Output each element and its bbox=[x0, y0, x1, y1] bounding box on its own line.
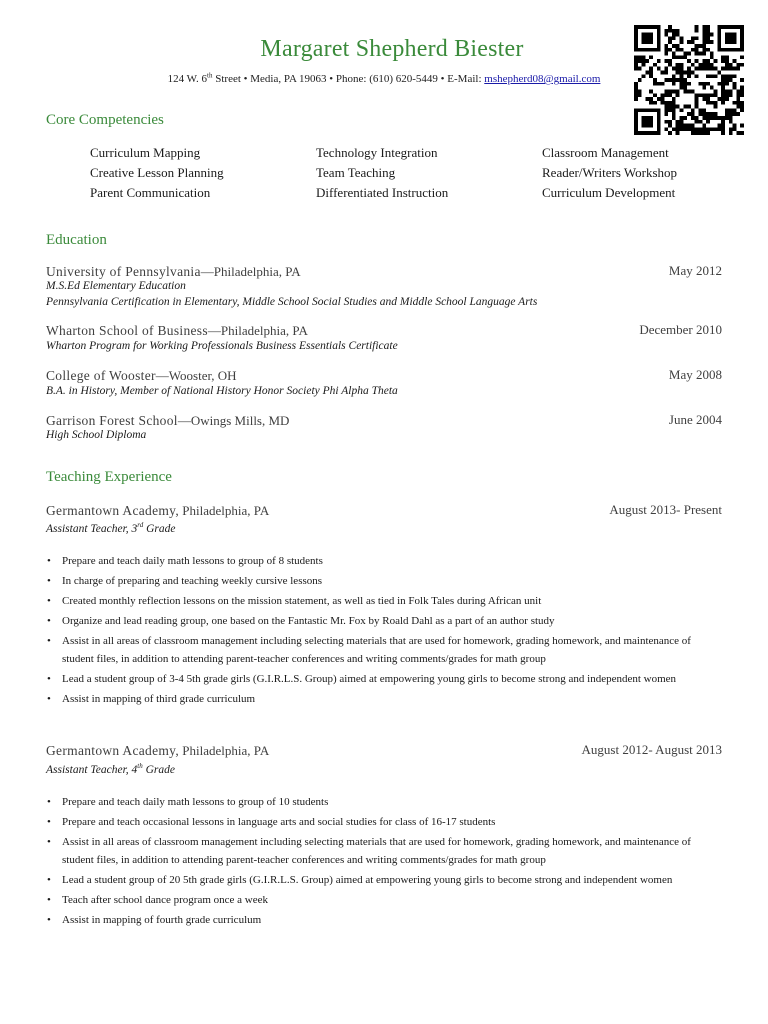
job-role bbox=[46, 764, 175, 776]
list-item: • Assist in mapping of fourth grade curriculum bbox=[46, 911, 722, 929]
job-bullet-list bbox=[46, 793, 722, 931]
school-location: —Philadelphia, PA bbox=[200, 264, 301, 279]
school-location: —Wooster, OH bbox=[155, 368, 237, 383]
school-location: —Owings Mills, MD bbox=[177, 413, 290, 428]
address-text: 124 W. 6 bbox=[167, 73, 208, 85]
list-item: • Organize and lead reading group, one based on the Fantastic Mr. Fox by Roald Dahl as a part of an author study bbox=[46, 612, 722, 630]
job-role-sup: th bbox=[137, 762, 143, 771]
section-heading-competencies: Core Competencies bbox=[46, 112, 164, 128]
job-role bbox=[46, 523, 176, 535]
email-link[interactable]: mshepherd08@gmail.com bbox=[484, 73, 601, 85]
school-name: Wharton School of Business bbox=[46, 323, 208, 338]
section-heading-teaching: Teaching Experience bbox=[46, 469, 172, 485]
competency-item: Curriculum Development bbox=[542, 185, 676, 200]
education-detail: M.S.Ed Elementary Education bbox=[46, 280, 186, 292]
competency-item: Creative Lesson Planning bbox=[90, 165, 224, 180]
education-date: June 2004 bbox=[668, 412, 722, 427]
job-role-text: Assistant Teacher, 3 bbox=[46, 523, 138, 535]
competency-item: Parent Communication bbox=[90, 185, 211, 200]
job-role-text: Assistant Teacher, 4 bbox=[46, 764, 138, 776]
competency-item: Technology Integration bbox=[316, 145, 438, 160]
list-item: • In charge of preparing and teaching weekly cursive lessons bbox=[46, 572, 722, 590]
education-date: May 2008 bbox=[668, 367, 722, 382]
competency-item: Differentiated Instruction bbox=[316, 185, 449, 200]
address-sup: th bbox=[207, 71, 213, 80]
education-detail: High School Diploma bbox=[46, 429, 147, 441]
job-role-rest: Grade bbox=[142, 764, 175, 776]
education-entry bbox=[46, 412, 722, 430]
competency-item: Team Teaching bbox=[316, 165, 396, 180]
employer-location: Philadelphia, PA bbox=[179, 503, 270, 518]
education-detail: B.A. in History, Member of National History Honor Society Phi Alpha Theta bbox=[46, 385, 398, 397]
list-item: • Lead a student group of 3-4 5th grade girls (G.I.R.L.S. Group) aimed at empowering young girls to become strong and independent women bbox=[46, 670, 722, 688]
employer-name: Germantown Academy, bbox=[46, 743, 180, 758]
section-heading-education: Education bbox=[46, 232, 107, 248]
job-bullet-list bbox=[46, 552, 722, 710]
contact-details: Street • Media, PA 19063 • Phone: (610) 620-5449 • E-Mail: bbox=[212, 73, 485, 85]
employer-location: Philadelphia, PA bbox=[179, 743, 270, 758]
list-item: • Prepare and teach daily math lessons to group of 10 students bbox=[46, 793, 722, 811]
qr-code-icon bbox=[634, 25, 744, 135]
education-entry bbox=[46, 263, 722, 281]
education-entry bbox=[46, 367, 722, 385]
competency-item: Reader/Writers Workshop bbox=[542, 165, 678, 180]
school-name: College of Wooster bbox=[46, 368, 156, 383]
school-name: Garrison Forest School bbox=[46, 413, 178, 428]
job-entry bbox=[46, 742, 722, 760]
competency-item: Curriculum Mapping bbox=[90, 145, 201, 160]
list-item: • Teach after school dance program once a week bbox=[46, 891, 722, 909]
list-item: • Assist in all areas of classroom management including selecting materials that are used for homework, grading homework, and maintenance of student files, in addition to attending parent-teacher conferences and writing comments/grades for math group bbox=[46, 632, 722, 668]
job-date: August 2013- Present bbox=[609, 502, 722, 517]
employer-name: Germantown Academy, bbox=[46, 503, 180, 518]
competency-item: Classroom Management bbox=[542, 145, 669, 160]
job-entry bbox=[46, 502, 722, 520]
job-role-rest: Grade bbox=[143, 523, 176, 535]
list-item: • Created monthly reflection lessons on the mission statement, as well as tied in Folk Tales during African unit bbox=[46, 592, 722, 610]
education-detail: Wharton Program for Working Professionals Business Essentials Certificate bbox=[46, 340, 398, 352]
education-date: May 2012 bbox=[668, 263, 722, 278]
list-item: • Assist in all areas of classroom management including selecting materials that are used for homework, grading homework, and maintenance of student files, in addition to attending parent-teacher conferences and writing comments/grades for math group bbox=[46, 833, 722, 869]
list-item: • Assist in mapping of third grade curriculum bbox=[46, 690, 722, 708]
education-date: December 2010 bbox=[639, 322, 722, 337]
education-entry bbox=[46, 322, 722, 340]
job-date: August 2012- August 2013 bbox=[581, 742, 722, 757]
list-item: • Lead a student group of 20 5th grade girls (G.I.R.L.S. Group) aimed at empowering young girls to become strong and independent women bbox=[46, 871, 722, 889]
resume-name: Margaret Shepherd Biester bbox=[260, 36, 524, 62]
school-location: —Philadelphia, PA bbox=[207, 323, 308, 338]
school-name: University of Pennsylvania bbox=[46, 264, 201, 279]
list-item: • Prepare and teach daily math lessons to group of 8 students bbox=[46, 552, 722, 570]
job-role-sup: rd bbox=[137, 521, 144, 530]
list-item: • Prepare and teach occasional lessons in language arts and social studies for class of 16-17 students bbox=[46, 813, 722, 831]
education-detail: Pennsylvania Certification in Elementary, Middle School Social Studies and Middle School Language Arts bbox=[46, 296, 538, 308]
